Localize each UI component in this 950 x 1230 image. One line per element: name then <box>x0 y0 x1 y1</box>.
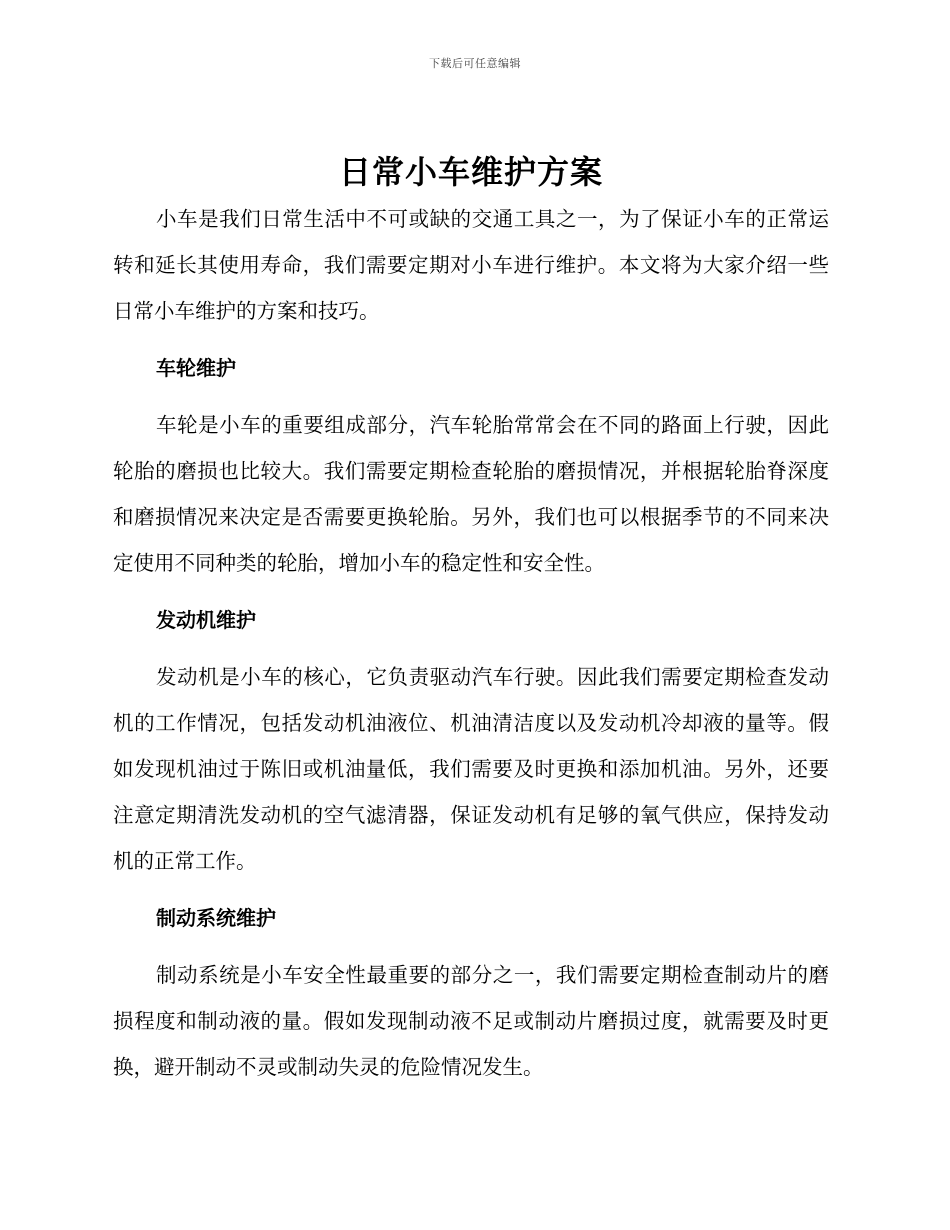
document-content <box>113 148 829 1090</box>
header-note: 下载后可任意编辑 <box>429 57 521 70</box>
section-engine-maintenance <box>113 597 829 884</box>
section-paragraph: 发动机是小车的核心，它负责驱动汽车行驶。因此我们需要定期检查发动机的工作情况，包括发动机油液位、机油清洁度以及发动机冷却液的量等。假如发现机油过于陈旧或机油量低，我们需要及时更换和添加机油。另外，还要注意定期清洗发动机的空气滤清器，保证发动机有足够的氧气供应，保持发动机的正常工作。 <box>113 665 829 873</box>
section-brake-maintenance <box>113 895 829 1090</box>
section-heading: 制动系统维护 <box>156 906 276 930</box>
section-heading: 车轮维护 <box>156 356 236 380</box>
intro-paragraph: 小车是我们日常生活中不可或缺的交通工具之一，为了保证小车的正常运转和延长其使用寿命，我们需要定期对小车进行维护。本文将为大家介绍一些日常小车维护的方案和技巧。 <box>113 207 829 323</box>
section-heading: 发动机维护 <box>156 608 256 632</box>
section-paragraph: 制动系统是小车安全性最重要的部分之一，我们需要定期检查制动片的磨损程度和制动液的量。假如发现制动液不足或制动片磨损过度，就需要及时更换，避开制动不灵或制动失灵的危险情况发生。 <box>113 963 829 1079</box>
section-paragraph: 车轮是小车的重要组成部分，汽车轮胎常常会在不同的路面上行驶，因此轮胎的磨损也比较大。我们需要定期检查轮胎的磨损情况，并根据轮胎脊深度和磨损情况来决定是否需要更换轮胎。另外，我们也可以根据季节的不同来决定使用不同种类的轮胎，增加小车的稳定性和安全性。 <box>113 413 829 575</box>
document-title: 日常小车维护方案 <box>338 153 603 191</box>
section-wheel-maintenance <box>113 345 829 586</box>
